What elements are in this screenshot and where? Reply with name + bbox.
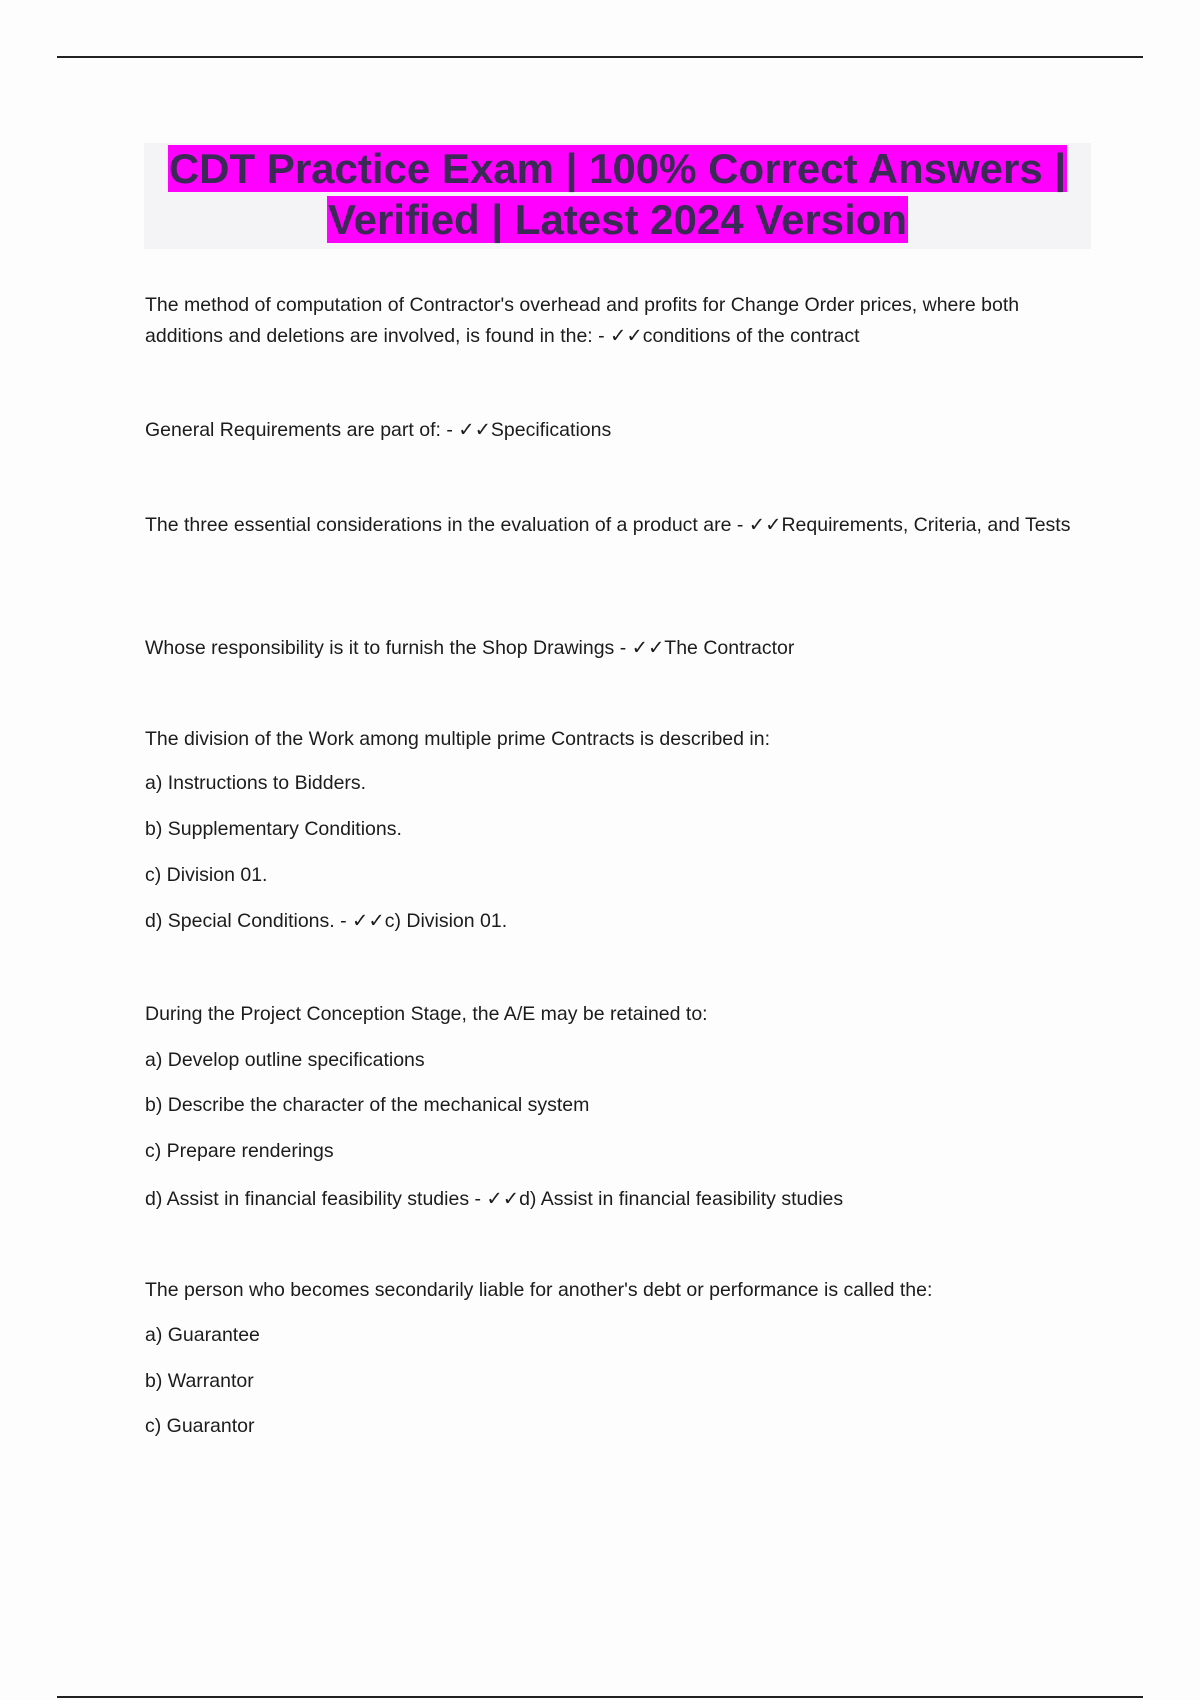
- question-6-option-c: c) Prepare renderings: [145, 1140, 334, 1162]
- question-7-option-b: b) Warrantor: [145, 1370, 254, 1392]
- question-6-option-a: a) Develop outline specifications: [145, 1049, 425, 1071]
- question-6-option-b: b) Describe the character of the mechanical system: [145, 1094, 590, 1116]
- question-2: General Requirements are part of: - ✓✓Specifications: [145, 419, 612, 441]
- question-5-option-b: b) Supplementary Conditions.: [145, 818, 402, 840]
- question-6: During the Project Conception Stage, the A/E may be retained to:: [145, 1003, 708, 1025]
- question-5-option-a: a) Instructions to Bidders.: [145, 772, 367, 794]
- question-3: The three essential considerations in the evaluation of a product are - ✓✓Requirements, Criteria, and Tests: [145, 514, 1071, 536]
- question-1: The method of computation of Contractor's overhead and profits for Change Order prices, where both additions and deletions are involved, is found in the: - ✓✓conditions of the contract: [145, 294, 1020, 347]
- question-5-option-c: c) Division 01.: [145, 864, 268, 886]
- question-5: The division of the Work among multiple prime Contracts is described in:: [145, 728, 770, 750]
- question-7-option-a: a) Guarantee: [145, 1324, 260, 1346]
- question-6-option-d: d) Assist in financial feasibility studies - ✓✓d) Assist in financial feasibility studies: [145, 1188, 844, 1210]
- document-title: CDT Practice Exam | 100% Correct Answers | Verified | Latest 2024 Version: [168, 145, 1067, 243]
- bottom-rule: [57, 1696, 1143, 1698]
- question-4: Whose responsibility is it to furnish the Shop Drawings - ✓✓The Contractor: [145, 637, 795, 659]
- question-5-option-d: d) Special Conditions. - ✓✓c) Division 01.: [145, 910, 508, 932]
- title-block: [144, 143, 1091, 249]
- question-7-option-c: c) Guarantor: [145, 1415, 255, 1437]
- top-rule: [57, 56, 1143, 58]
- question-7: The person who becomes secondarily liable for another's debt or performance is called the:: [145, 1279, 933, 1301]
